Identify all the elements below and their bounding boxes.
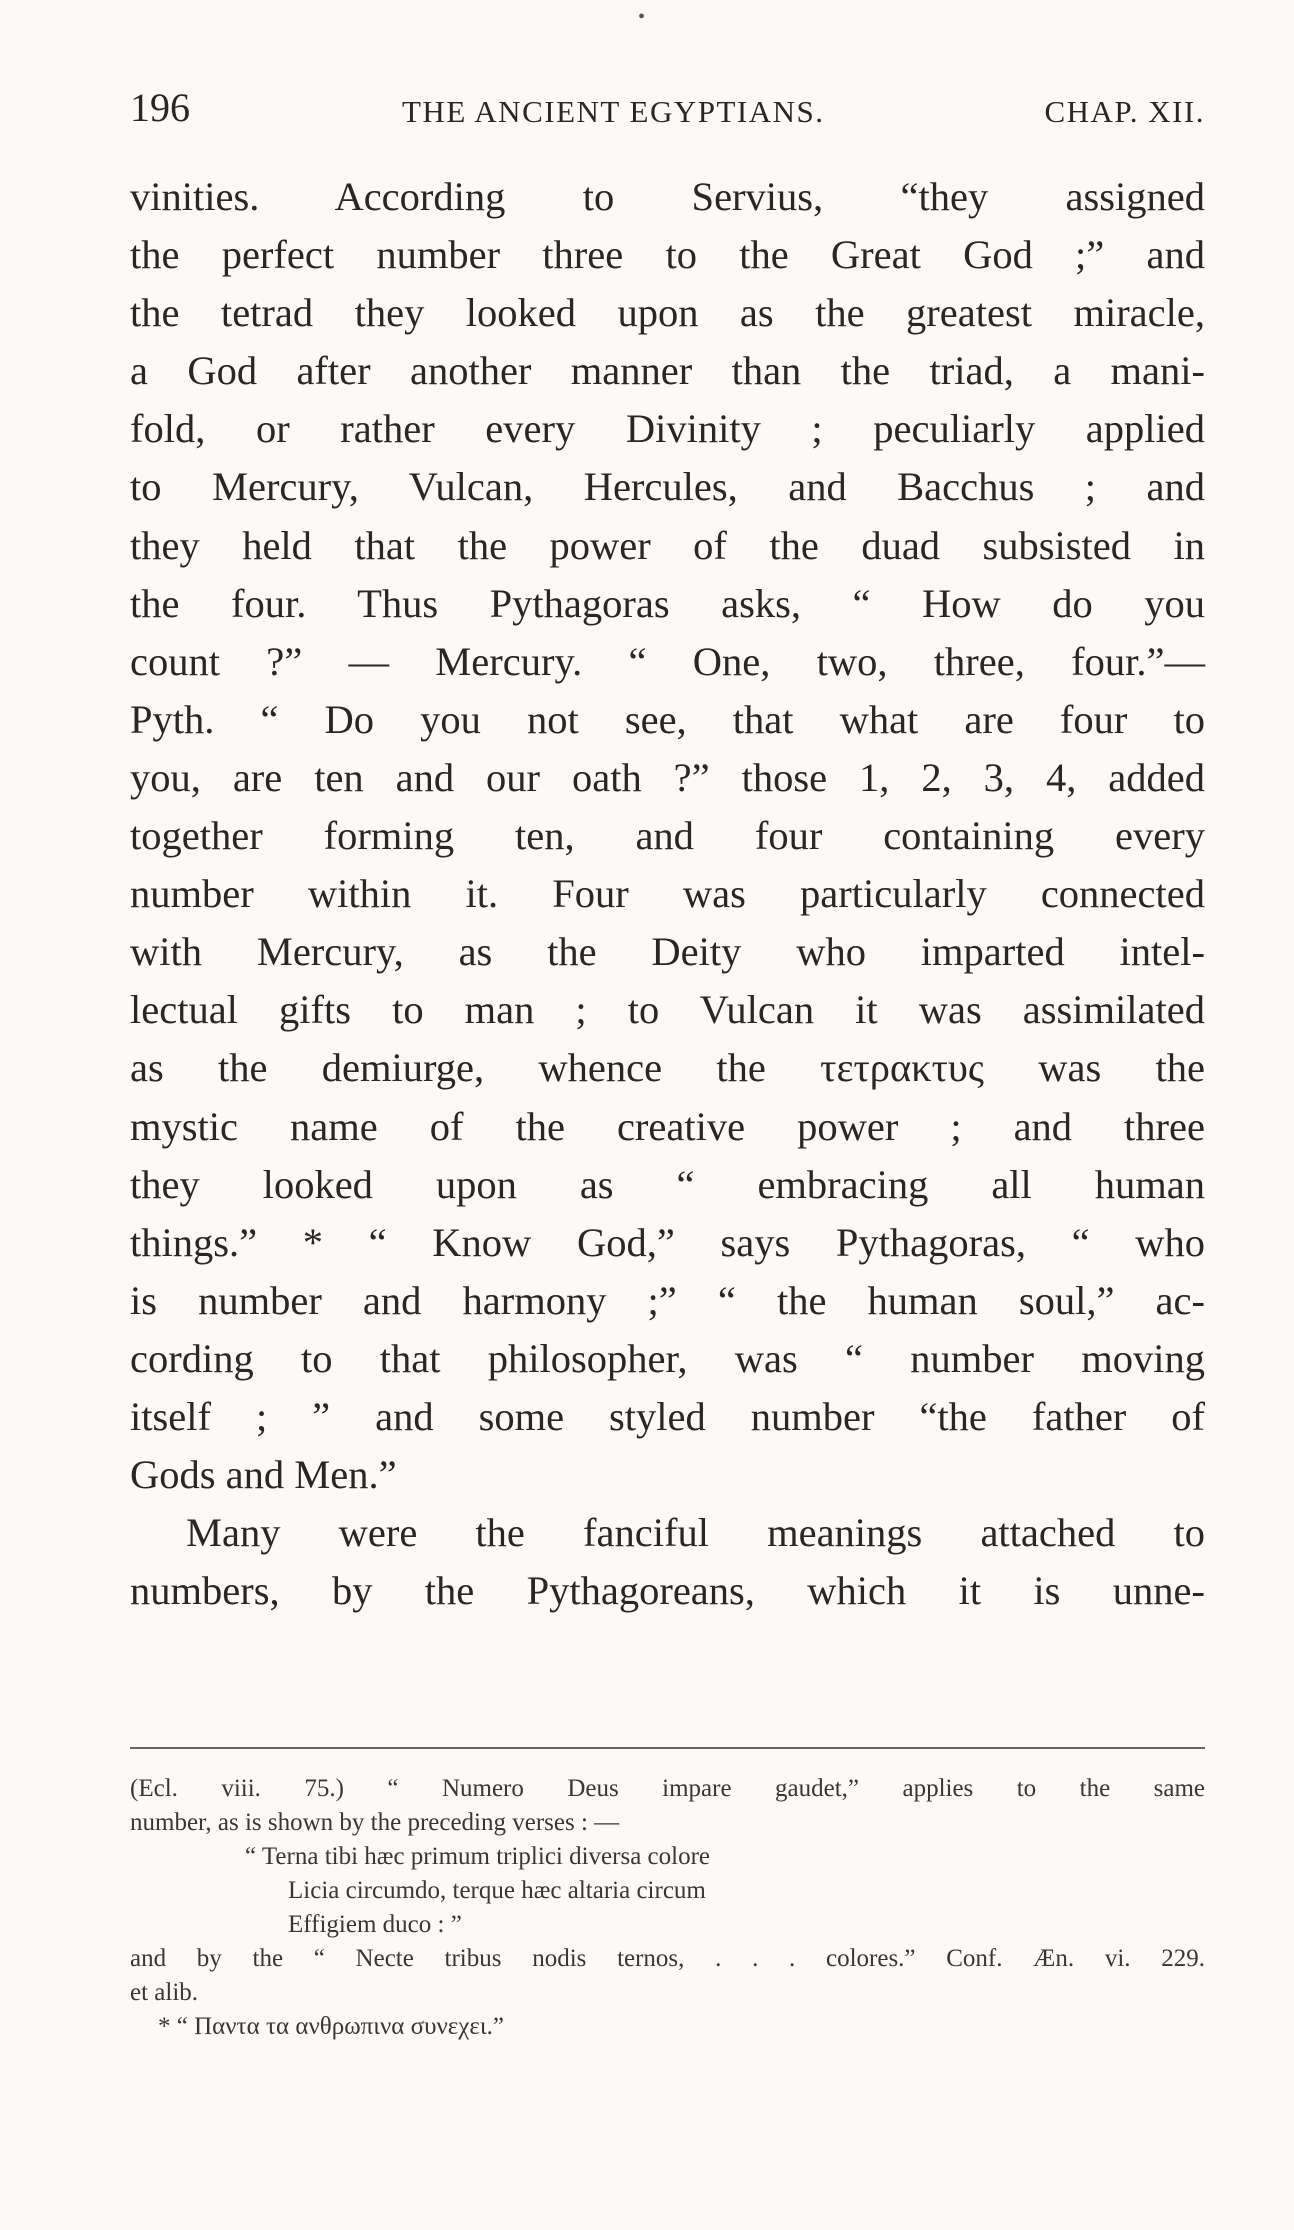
text-line: they looked upon as “ embracing all human [130, 1161, 1205, 1207]
text-line: Pyth. “ Do you not see, that what are four to [130, 696, 1205, 742]
text-line: they held that the power of the duad subsisted in [130, 522, 1205, 568]
footnotes [130, 1772, 1205, 2044]
main-text [130, 168, 1205, 1620]
text-line: count ?” — Mercury. “ One, two, three, four.”— [130, 638, 1205, 684]
footnote-verse-line: “ Terna tibi hæc primum triplici diversa colore [245, 1843, 711, 1870]
text-line: is number and harmony ;” “ the human soul,” ac- [130, 1277, 1205, 1323]
page-header [130, 85, 1205, 138]
text-line: the four. Thus Pythagoras asks, “ How do you [130, 580, 1205, 626]
footnote-line: and by the “ Necte tribus nodis ternos, . . . colores.” Conf. Æn. vi. 229. [130, 1945, 1205, 1972]
footnote-line: et alib. [130, 1979, 199, 2006]
text-line: lectual gifts to man ; to Vulcan it was assimilated [130, 987, 1205, 1033]
footnote-verse-line: Effigiem duco : ” [288, 1911, 462, 1938]
text-line: with Mercury, as the Deity who imparted intel- [130, 929, 1205, 975]
text-line: things.” * “ Know God,” says Pythagoras, “ who [130, 1219, 1205, 1265]
text-line: as the demiurge, whence the τετρακτυς was the [130, 1045, 1205, 1091]
footnote-line: number, as is shown by the preceding verses : — [130, 1809, 620, 1836]
text-line: the tetrad they looked upon as the greatest miracle, [130, 290, 1205, 336]
text-line: you, are ten and our oath ?” those 1, 2, 3, 4, added [130, 754, 1205, 800]
page-number: 196 [130, 85, 190, 130]
text-line: together forming ten, and four containing every [130, 813, 1205, 859]
text-line: numbers, by the Pythagoreans, which it is unne- [130, 1568, 1205, 1614]
text-line: vinities. According to Servius, “they assigned [130, 174, 1205, 219]
running-title: THE ANCIENT EGYPTIANS. [402, 94, 825, 129]
footnote-divider [130, 1747, 1205, 1749]
text-line: a God after another manner than the triad, a mani- [130, 348, 1205, 394]
footnote-line: (Ecl. viii. 75.) “ Numero Deus impare gaudet,” applies to the same [130, 1775, 1205, 1802]
text-line: the perfect number three to the Great God ;” and [130, 232, 1205, 278]
top-ink-mark: • [638, 6, 646, 28]
text-line-paragraph-start: Many were the fanciful meanings attached to [186, 1510, 1205, 1556]
text-line: itself ; ” and some styled number “the father of [130, 1393, 1205, 1439]
text-line: fold, or rather every Divinity ; peculiarly applied [130, 406, 1205, 452]
text-line: cording to that philosopher, was “ number moving [130, 1335, 1205, 1381]
footnote-verse-line: Licia circumdo, terque hæc altaria circum [288, 1877, 706, 1904]
text-line: to Mercury, Vulcan, Hercules, and Bacchus ; and [130, 464, 1205, 510]
chapter-label: CHAP. XII. [1044, 94, 1205, 129]
text-line: mystic name of the creative power ; and three [130, 1103, 1205, 1149]
footnote-star-note: * “ Παντα τα ανθρωπινα συνεχει.” [158, 2013, 504, 2040]
text-line: Gods and Men.” [130, 1452, 397, 1498]
text-line: number within it. Four was particularly connected [130, 871, 1205, 917]
